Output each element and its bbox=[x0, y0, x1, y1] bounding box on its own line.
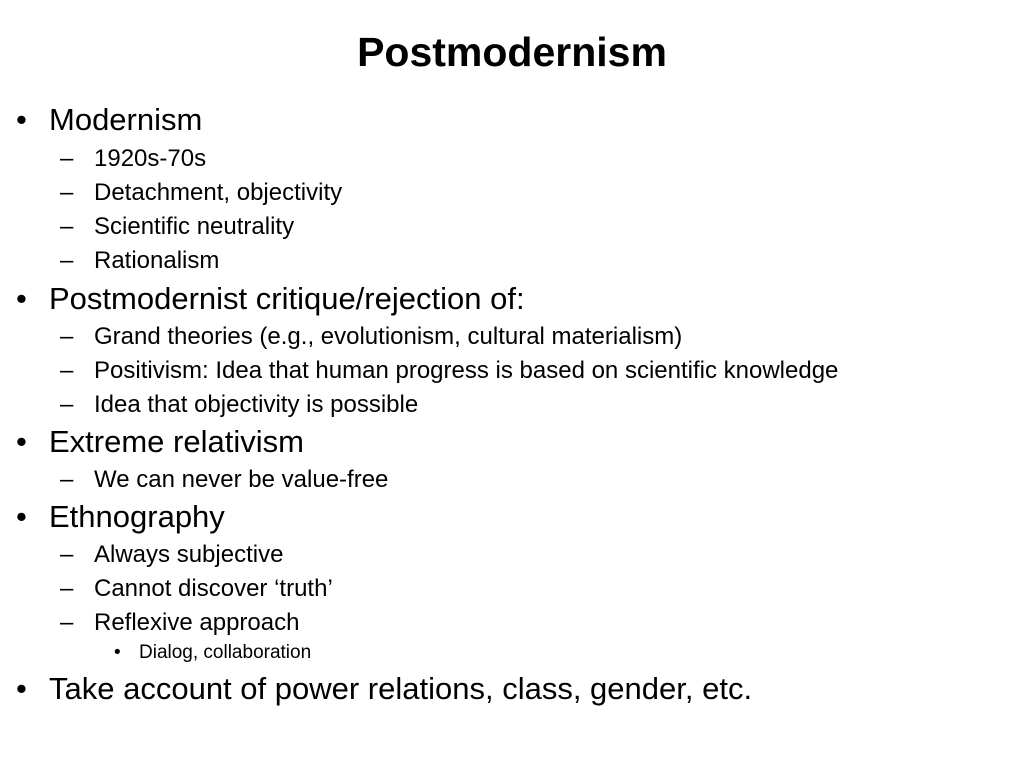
sub-bullet-item bbox=[60, 144, 207, 174]
bullet-text: Modernism bbox=[49, 102, 203, 137]
sub-bullet-item bbox=[60, 356, 839, 386]
sub-bullet-text: Idea that objectivity is possible bbox=[94, 391, 419, 418]
bullet-item bbox=[16, 499, 225, 535]
bullet-marker: • bbox=[114, 642, 121, 663]
dash-marker: – bbox=[60, 541, 74, 568]
bullet-item bbox=[16, 281, 525, 317]
bullet-marker: • bbox=[16, 671, 27, 706]
bullet-marker: • bbox=[16, 281, 27, 316]
sub-bullet-item bbox=[60, 246, 220, 276]
dash-marker: – bbox=[60, 575, 74, 602]
sub-bullet-item bbox=[60, 390, 419, 420]
dash-marker: – bbox=[60, 179, 74, 206]
sub-bullet-item bbox=[60, 608, 300, 638]
dash-marker: – bbox=[60, 609, 74, 636]
bullet-marker: • bbox=[16, 499, 27, 534]
bullet-text: Postmodernist critique/rejection of: bbox=[49, 281, 525, 316]
sub-bullet-text: Detachment, objectivity bbox=[94, 179, 343, 206]
dash-marker: – bbox=[60, 466, 74, 493]
sub-sub-bullet-item bbox=[114, 641, 312, 665]
bullet-text: Extreme relativism bbox=[49, 424, 304, 459]
sub-bullet-item bbox=[60, 540, 284, 570]
sub-bullet-item bbox=[60, 465, 389, 495]
sub-bullet-text: 1920s-70s bbox=[94, 145, 207, 172]
dash-marker: – bbox=[60, 357, 74, 384]
dash-marker: – bbox=[60, 213, 74, 240]
slide-title: Postmodernism bbox=[357, 29, 667, 75]
dash-marker: – bbox=[60, 145, 74, 172]
bullet-text: Ethnography bbox=[49, 499, 225, 534]
sub-sub-bullet-text: Dialog, collaboration bbox=[139, 642, 312, 663]
sub-bullet-text: Grand theories (e.g., evolutionism, cultural materialism) bbox=[94, 323, 683, 350]
dash-marker: – bbox=[60, 323, 74, 350]
sub-bullet-text: Positivism: Idea that human progress is based on scientific knowledge bbox=[94, 357, 839, 384]
sub-bullet-text: Always subjective bbox=[94, 541, 284, 568]
sub-bullet-text: Scientific neutrality bbox=[94, 213, 295, 240]
bullet-item bbox=[16, 424, 304, 460]
sub-bullet-text: Rationalism bbox=[94, 247, 220, 274]
sub-bullet-item bbox=[60, 574, 333, 604]
sub-bullet-text: We can never be value-free bbox=[94, 466, 389, 493]
bullet-item bbox=[16, 671, 753, 707]
bullet-marker: • bbox=[16, 102, 27, 137]
sub-bullet-text: Reflexive approach bbox=[94, 609, 300, 636]
bullet-marker: • bbox=[16, 424, 27, 459]
dash-marker: – bbox=[60, 391, 74, 418]
bullet-item bbox=[16, 102, 203, 138]
sub-bullet-item bbox=[60, 212, 295, 242]
sub-bullet-text: Cannot discover ‘truth’ bbox=[94, 575, 333, 602]
sub-bullet-item bbox=[60, 178, 343, 208]
sub-bullet-item bbox=[60, 322, 683, 352]
dash-marker: – bbox=[60, 247, 74, 274]
bullet-text: Take account of power relations, class, gender, etc. bbox=[49, 671, 753, 706]
